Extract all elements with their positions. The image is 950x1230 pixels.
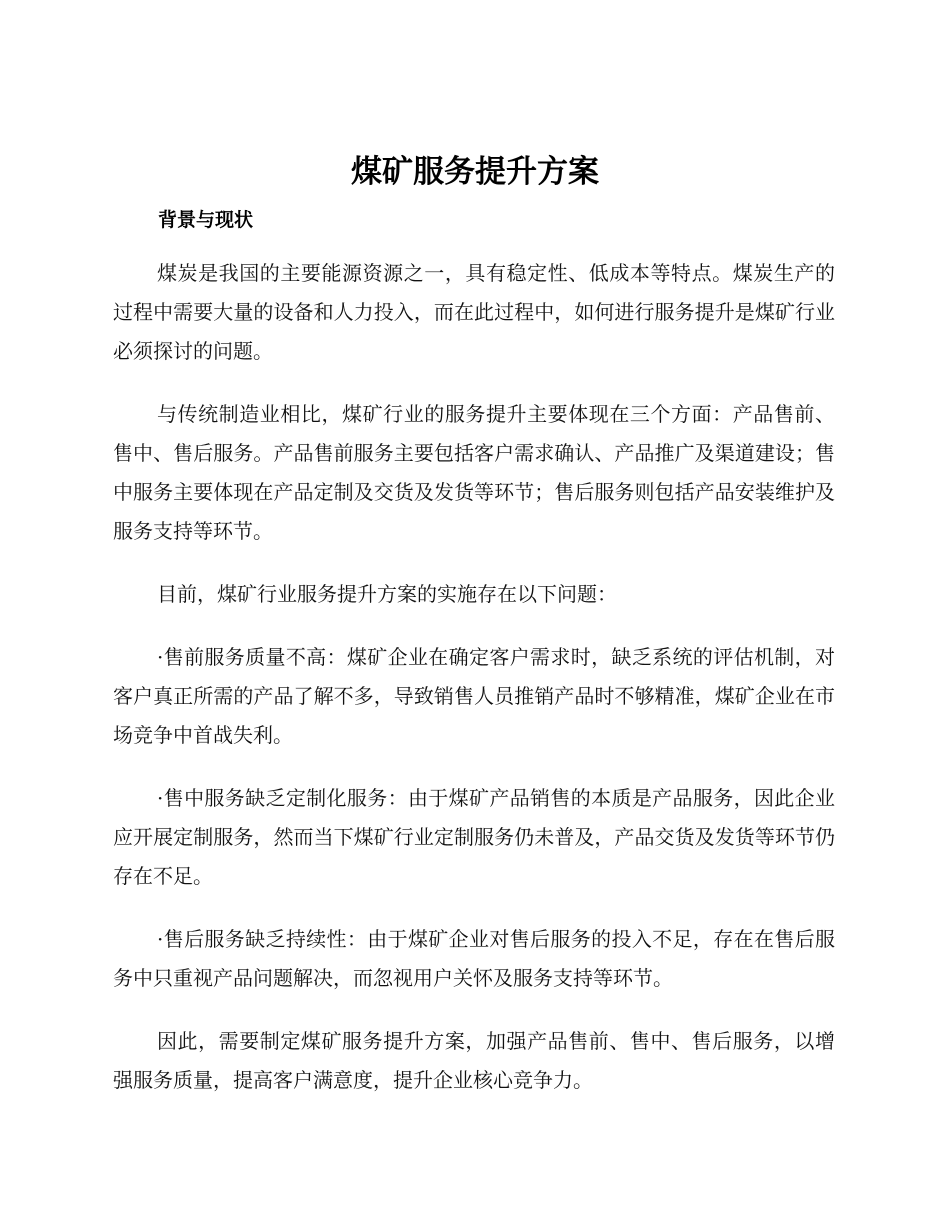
document-body xyxy=(113,254,835,1124)
bullet-item-aftersale xyxy=(113,920,835,998)
paragraph-intro: 煤炭是我国的主要能源资源之一，具有稳定性、低成本等特点。煤炭生产的过程中需要大量的设备和人力投入，而在此过程中，如何进行服务提升是煤矿行业必须探讨的问题。 xyxy=(113,261,835,363)
bullet-symbol: · xyxy=(157,786,164,810)
paragraph-conclusion: 因此，需要制定煤矿服务提升方案，加强产品售前、售中、售后服务，以增强服务质量，提高客户满意度，提升企业核心竞争力。 xyxy=(113,1029,835,1092)
document-title: 煤矿服务提升方案 xyxy=(351,154,599,190)
bullet-symbol: · xyxy=(157,645,164,669)
bullet-text: 售中服务缺乏定制化服务：由于煤矿产品销售的本质是产品服务，因此企业应开展定制服务，然而当下煤矿行业定制服务仍未普及，产品交货及发货等环节仍存在不足。 xyxy=(113,786,835,888)
section-heading: 背景与现状 xyxy=(158,209,254,231)
bullet-text: 售后服务缺乏持续性：由于煤矿企业对售后服务的投入不足，存在在售后服务中只重视产品问题解决，而忽视用户关怀及服务支持等环节。 xyxy=(113,927,835,990)
paragraph-comparison: 与传统制造业相比，煤矿行业的服务提升主要体现在三个方面：产品售前、售中、售后服务。产品售前服务主要包括客户需求确认、产品推广及渠道建设；售中服务主要体现在产品定制及交货及发货等环节；售后服务则包括产品安装维护及服务支持等环节。 xyxy=(113,402,835,543)
bullet-item-insale xyxy=(113,779,835,896)
bullet-text: 售前服务质量不高：煤矿企业在确定客户需求时，缺乏系统的评估机制，对客户真正所需的产品了解不多，导致销售人员推销产品时不够精准，煤矿企业在市场竞争中首战失利。 xyxy=(113,645,835,747)
paragraph-problems-lead: 目前，煤矿行业服务提升方案的实施存在以下问题： xyxy=(157,582,617,606)
bullet-item-presale xyxy=(113,638,835,755)
bullet-symbol: · xyxy=(157,927,164,951)
